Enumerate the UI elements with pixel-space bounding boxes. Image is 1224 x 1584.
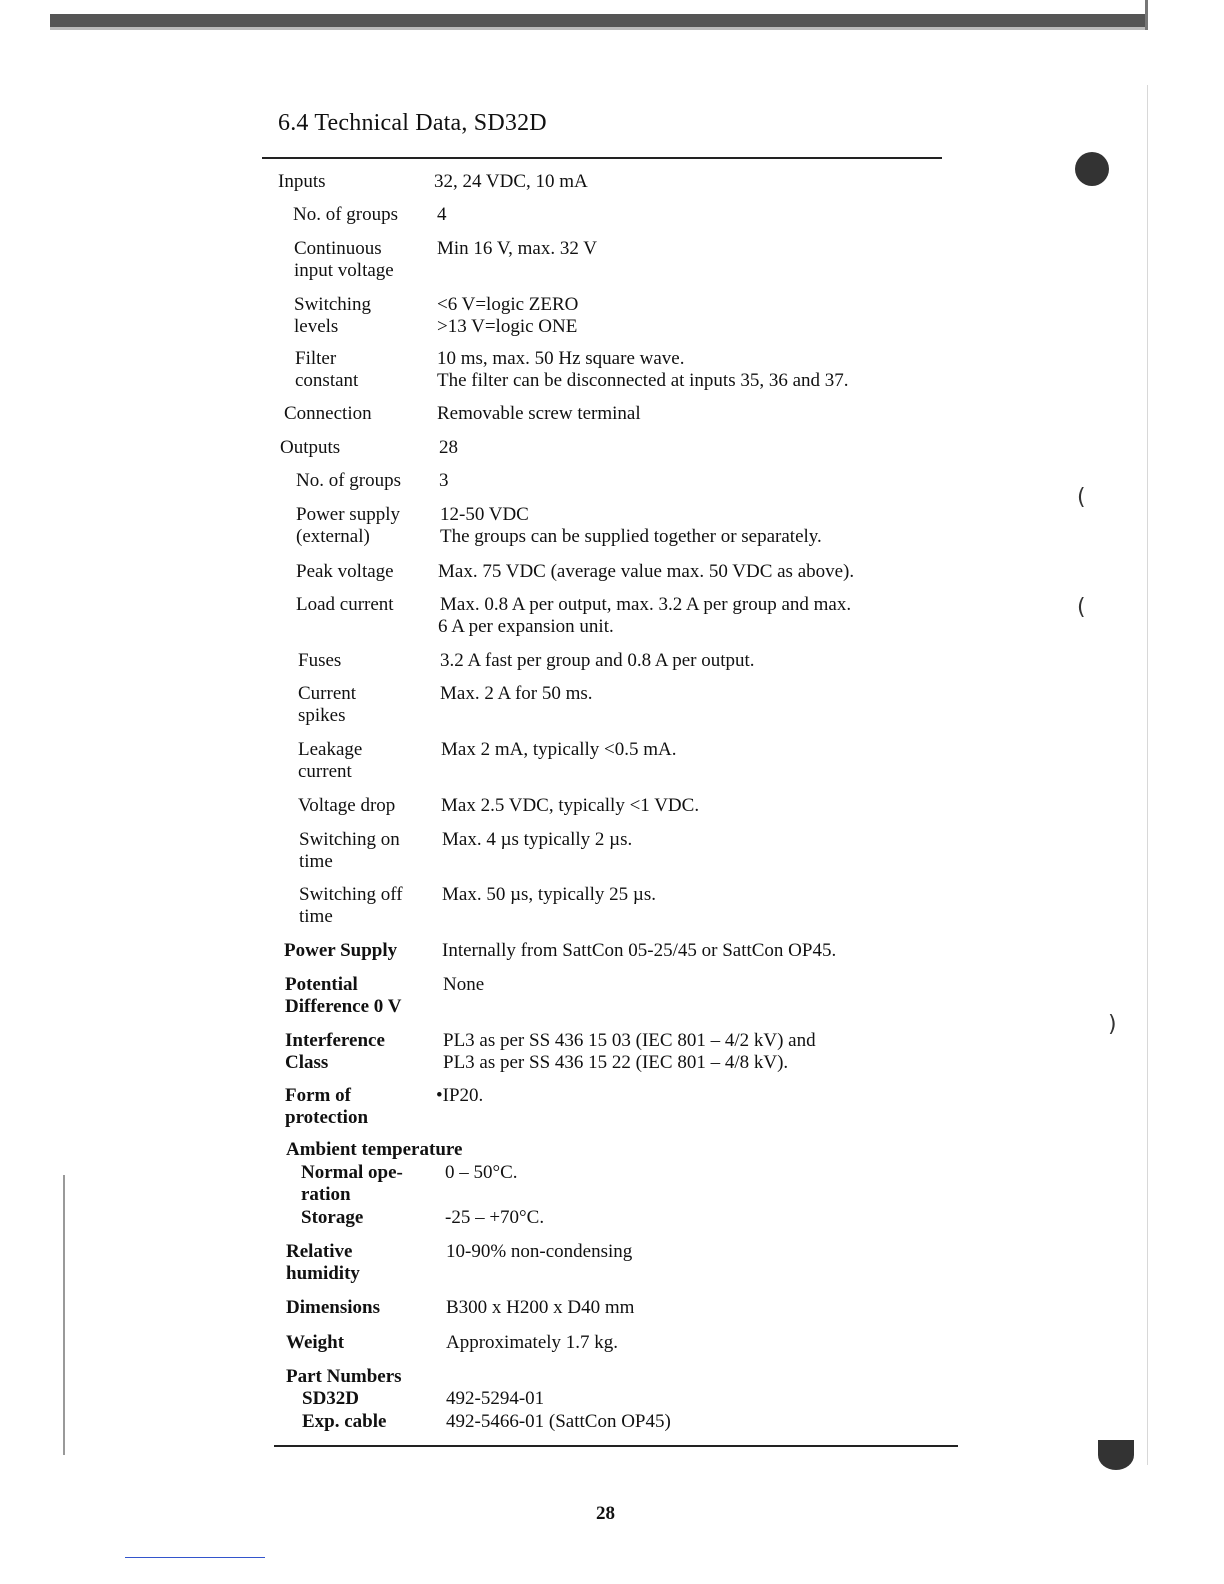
spec-value: 32, 24 VDC, 10 mA (434, 171, 588, 192)
spec-label: Outputs (280, 437, 341, 458)
spec-label-line2: input voltage (294, 260, 394, 281)
spec-value: Max 2 mA, typically <0.5 mA. (441, 739, 677, 760)
spec-value: 10-90% non-condensing (446, 1241, 633, 1262)
spec-value: 10 ms, max. 50 Hz square wave. (437, 348, 685, 369)
scan-top-border-shadow (50, 27, 1145, 30)
spec-label: Switching off (299, 884, 403, 905)
spec-value: 28 (439, 437, 458, 458)
spec-value: Approximately 1.7 kg. (446, 1332, 619, 1353)
spec-label-line2: spikes (298, 705, 346, 726)
spec-value: <6 V=logic ZERO (437, 294, 579, 315)
spec-value: None (443, 974, 485, 995)
spec-label: Voltage drop (298, 795, 396, 816)
spec-label: Weight (286, 1332, 345, 1353)
table-top-rule (262, 157, 942, 159)
spec-label: Part Numbers (286, 1366, 402, 1387)
spec-label-line2: levels (294, 316, 339, 337)
spec-label: SD32D (302, 1388, 360, 1409)
spec-label: Relative (286, 1241, 353, 1262)
spec-value: •IP20. (436, 1085, 484, 1106)
scan-margin-line (1147, 85, 1148, 1465)
spec-value-line2: The filter can be disconnected at inputs 35, 36 and 37. (437, 370, 849, 391)
spec-label: No. of groups (293, 204, 399, 225)
spec-label: Continuous (294, 238, 382, 259)
scan-right-edge (1145, 0, 1148, 30)
table-bottom-rule (274, 1445, 958, 1447)
spec-label: Dimensions (286, 1297, 380, 1318)
spec-value: PL3 as per SS 436 15 03 (IEC 801 – 4/2 kV) and (443, 1030, 816, 1051)
scan-artifact-mark: ) (1108, 1012, 1117, 1037)
spec-label: Interference (285, 1030, 385, 1051)
spec-value-line2: >13 V=logic ONE (437, 316, 578, 337)
spec-value: 4 (437, 204, 447, 225)
spec-label-line2: Class (285, 1052, 329, 1073)
spec-label-line2: ration (301, 1184, 351, 1205)
scan-artifact-mark: ( (1077, 485, 1086, 510)
spec-label-line2: time (299, 851, 333, 872)
scan-top-border (50, 14, 1145, 27)
spec-value-line2: PL3 as per SS 436 15 22 (IEC 801 – 4/8 kV). (443, 1052, 789, 1073)
spec-label: Current (298, 683, 357, 704)
page-number: 28 (596, 1503, 615, 1524)
spec-value: -25 – +70°C. (445, 1207, 545, 1228)
spec-label: No. of groups (296, 470, 402, 491)
spec-label-line2: Difference 0 V (285, 996, 402, 1017)
spec-value: 12-50 VDC (440, 504, 529, 525)
spec-label-line2: protection (285, 1107, 369, 1128)
spec-label: Exp. cable (302, 1411, 387, 1432)
spec-label: Power Supply (284, 940, 398, 961)
scan-footer-line (125, 1557, 265, 1558)
spec-label: Load current (296, 594, 394, 615)
spec-label: Power supply (296, 504, 400, 525)
spec-label: Normal ope- (301, 1162, 403, 1183)
spec-label-line2: time (299, 906, 333, 927)
spec-label: Switching on (299, 829, 400, 850)
spec-value: Max. 75 VDC (average value max. 50 VDC as above). (438, 561, 855, 582)
scan-left-margin-line (63, 1175, 65, 1455)
spec-value: Max. 4 µs typically 2 µs. (442, 829, 633, 850)
spec-value: 492-5466-01 (SattCon OP45) (446, 1411, 671, 1432)
spec-label: Potential (285, 974, 358, 995)
spec-label: Leakage (298, 739, 363, 760)
spec-value: Min 16 V, max. 32 V (437, 238, 597, 259)
spec-label: Form of (285, 1085, 351, 1106)
spec-value-line2: 6 A per expansion unit. (438, 616, 614, 637)
spec-value: 0 – 50°C. (445, 1162, 518, 1183)
spec-label: Connection (284, 403, 372, 424)
spec-value: Max. 0.8 A per output, max. 3.2 A per group and max. (440, 594, 852, 615)
spec-label-line2: constant (295, 370, 359, 391)
binder-hole-mark (1098, 1440, 1134, 1470)
spec-value: Removable screw terminal (437, 403, 641, 424)
spec-label: Inputs (278, 171, 326, 192)
spec-label: Ambient temperature (286, 1139, 463, 1160)
spec-value: Max 2.5 VDC, typically <1 VDC. (441, 795, 700, 816)
scan-artifact-mark: ( (1077, 595, 1086, 620)
spec-value: 3.2 A fast per group and 0.8 A per output. (440, 650, 755, 671)
spec-value: Max. 50 µs, typically 25 µs. (442, 884, 656, 905)
spec-label-line2: humidity (286, 1263, 360, 1284)
spec-value-line2: The groups can be supplied together or separately. (440, 526, 822, 547)
spec-value: B300 x H200 x D40 mm (446, 1297, 635, 1318)
spec-label-line2: current (298, 761, 352, 782)
spec-value: 492-5294-01 (446, 1388, 545, 1409)
spec-value: 3 (439, 470, 449, 491)
spec-label: Switching (294, 294, 372, 315)
spec-value: Max. 2 A for 50 ms. (440, 683, 593, 704)
spec-label: Storage (301, 1207, 364, 1228)
spec-label-line2: (external) (296, 526, 370, 547)
spec-label: Fuses (298, 650, 342, 671)
spec-label: Peak voltage (296, 561, 394, 582)
binder-hole-mark (1075, 152, 1109, 186)
section-title: 6.4 Technical Data, SD32D (278, 110, 547, 136)
spec-value: Internally from SattCon 05-25/45 or SattCon OP45. (442, 940, 837, 961)
spec-label: Filter (295, 348, 337, 369)
